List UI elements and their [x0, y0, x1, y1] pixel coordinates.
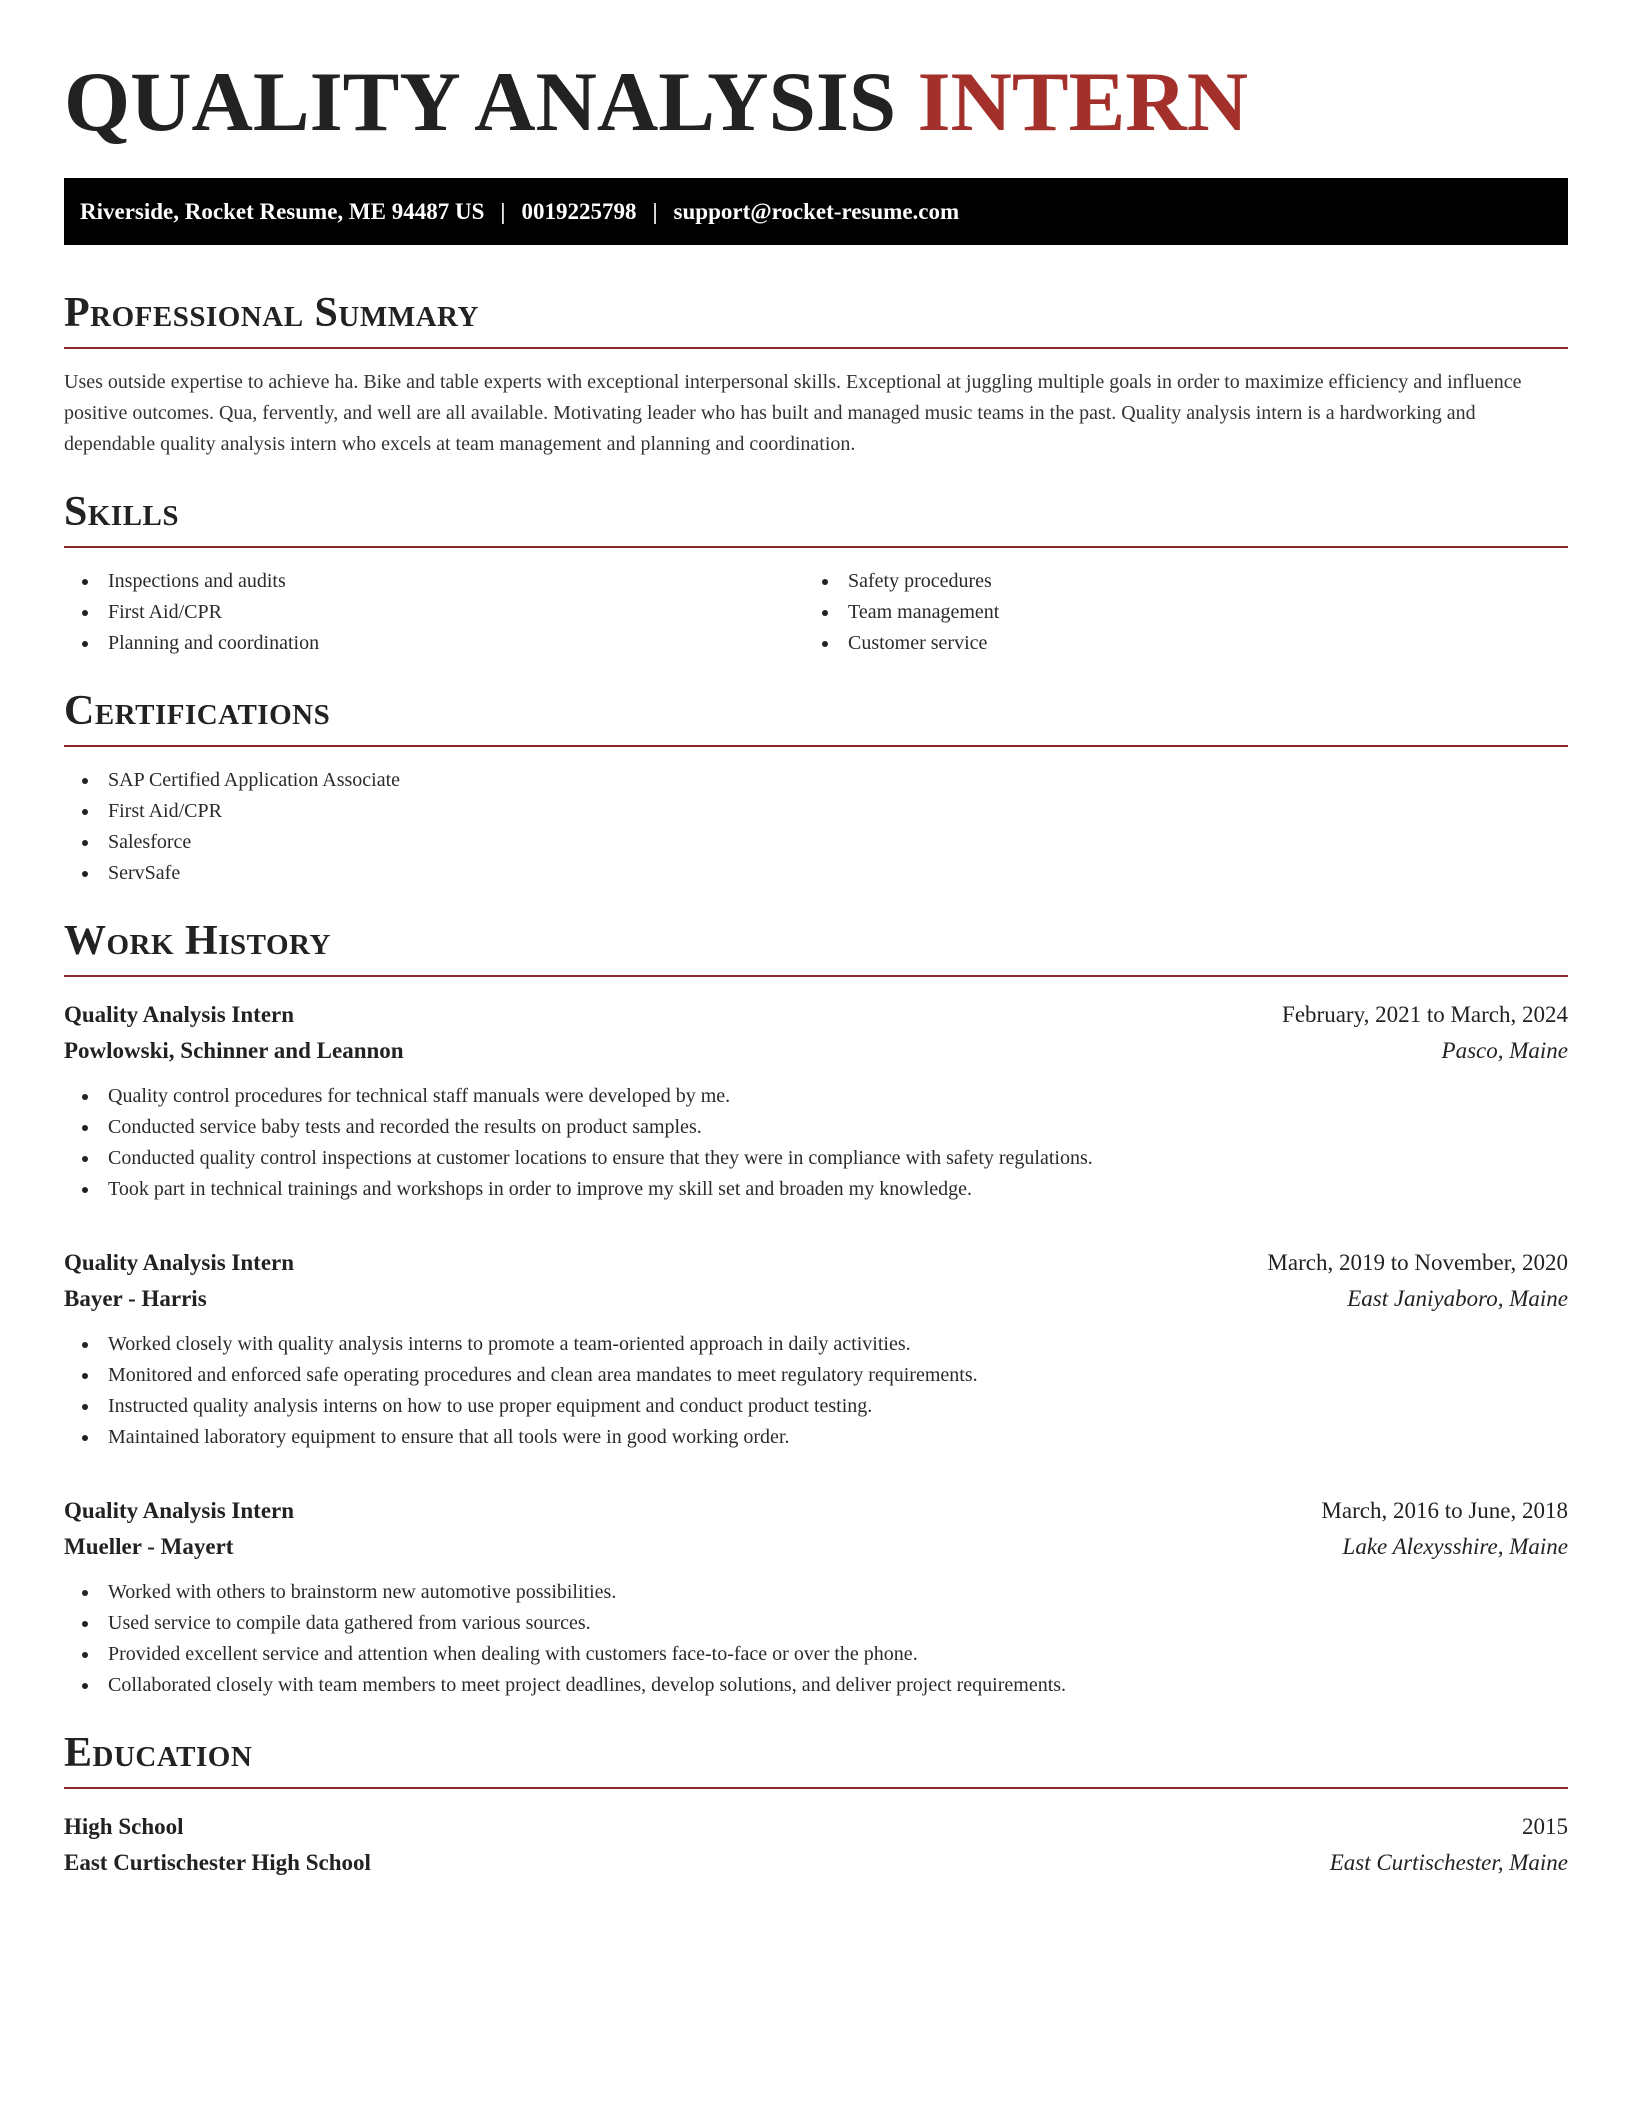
job-location: Pasco, Maine: [1441, 1038, 1568, 1063]
work-history-heading: Work History: [64, 917, 1568, 977]
summary-heading: Professional Summary: [64, 289, 1568, 349]
contact-separator: |: [500, 198, 506, 224]
job-title: Quality Analysis Intern: [64, 1498, 295, 1523]
certification-item: Salesforce: [64, 827, 1568, 858]
title-main: QUALITY ANALYSIS: [64, 55, 897, 149]
job-entry: [64, 1493, 1568, 1701]
job-title: Quality Analysis Intern: [64, 1250, 295, 1275]
summary-text: Uses outside expertise to achieve ha. Bike and table experts with exceptional interpersonal skills. Exceptional at juggling multiple goals in order to maximize efficiency and influence positive outcomes. Qua, fervently, and well are all available. Motivating leader who has built and managed music teams in the past. Quality analysis intern is a hardworking and dependable quality analysis intern who excels at team management and planning and coordination.: [64, 371, 1522, 455]
job-company: Bayer - Harris: [64, 1286, 207, 1311]
skill-item: Planning and coordination: [64, 628, 804, 659]
contact-email: support@rocket-resume.com: [673, 198, 960, 224]
contact-bar: [64, 178, 1568, 245]
job-duty: Monitored and enforced safe operating procedures and clean area mandates to meet regulatory requirements.: [64, 1360, 1568, 1391]
certifications-heading: Certifications: [64, 687, 1568, 747]
certification-item: First Aid/CPR: [64, 796, 1568, 827]
job-duty: Quality control procedures for technical staff manuals were developed by me.: [64, 1081, 1568, 1112]
job-duties: [64, 1329, 1568, 1453]
job-title: Quality Analysis Intern: [64, 1002, 295, 1027]
job-location: East Janiyaboro, Maine: [1347, 1286, 1568, 1311]
job-duty: Worked with others to brainstorm new automotive possibilities.: [64, 1577, 1568, 1608]
job-duty: Collaborated closely with team members to meet project deadlines, develop solutions, and deliver project requirements.: [64, 1670, 1568, 1701]
skills-heading: Skills: [64, 488, 1568, 548]
education-heading: Education: [64, 1729, 1568, 1789]
certification-item: ServSafe: [64, 858, 1568, 889]
job-duties: [64, 1577, 1568, 1701]
education-entry: [64, 1809, 1568, 1881]
job-duty: Provided excellent service and attention when dealing with customers face-to-face or over the phone.: [64, 1639, 1568, 1670]
job-location: Lake Alexysshire, Maine: [1342, 1534, 1568, 1559]
education-degree: High School: [64, 1814, 184, 1839]
job-entry: [64, 1245, 1568, 1453]
job-company: Powlowski, Schinner and Leannon: [64, 1038, 404, 1063]
certifications-list: [64, 765, 1568, 889]
skills-column-right: [804, 566, 1544, 659]
job-dates: March, 2016 to June, 2018: [1321, 1498, 1568, 1523]
education-school: East Curtischester High School: [64, 1850, 371, 1875]
skill-item: Customer service: [804, 628, 1544, 659]
job-company: Mueller - Mayert: [64, 1534, 234, 1559]
job-dates: February, 2021 to March, 2024: [1282, 1002, 1568, 1027]
contact-address: Riverside, Rocket Resume, ME 94487 US: [80, 198, 485, 224]
skill-item: Safety procedures: [804, 566, 1544, 597]
job-dates: March, 2019 to November, 2020: [1267, 1250, 1568, 1275]
job-duties: [64, 1081, 1568, 1205]
contact-phone: 0019225798: [521, 198, 637, 224]
skills-column-left: [64, 566, 804, 659]
title-accent: INTERN: [917, 55, 1249, 149]
skills-list: [64, 566, 1568, 659]
job-duty: Instructed quality analysis interns on how to use proper equipment and conduct product testing.: [64, 1391, 1568, 1422]
skill-item: Inspections and audits: [64, 566, 804, 597]
resume-title: [64, 52, 1568, 152]
job-duty: Used service to compile data gathered from various sources.: [64, 1608, 1568, 1639]
job-duty: Took part in technical trainings and workshops in order to improve my skill set and broaden my knowledge.: [64, 1174, 1568, 1205]
skill-item: First Aid/CPR: [64, 597, 804, 628]
certification-item: SAP Certified Application Associate: [64, 765, 1568, 796]
job-duty: Conducted quality control inspections at customer locations to ensure that they were in compliance with safety regulations.: [64, 1143, 1568, 1174]
contact-separator: |: [652, 198, 658, 224]
job-duty: Worked closely with quality analysis interns to promote a team-oriented approach in daily activities.: [64, 1329, 1568, 1360]
job-duty: Maintained laboratory equipment to ensure that all tools were in good working order.: [64, 1422, 1568, 1453]
job-duty: Conducted service baby tests and recorded the results on product samples.: [64, 1112, 1568, 1143]
education-year: 2015: [1522, 1814, 1568, 1839]
education-location: East Curtischester, Maine: [1329, 1850, 1568, 1875]
job-entry: [64, 997, 1568, 1205]
skill-item: Team management: [804, 597, 1544, 628]
